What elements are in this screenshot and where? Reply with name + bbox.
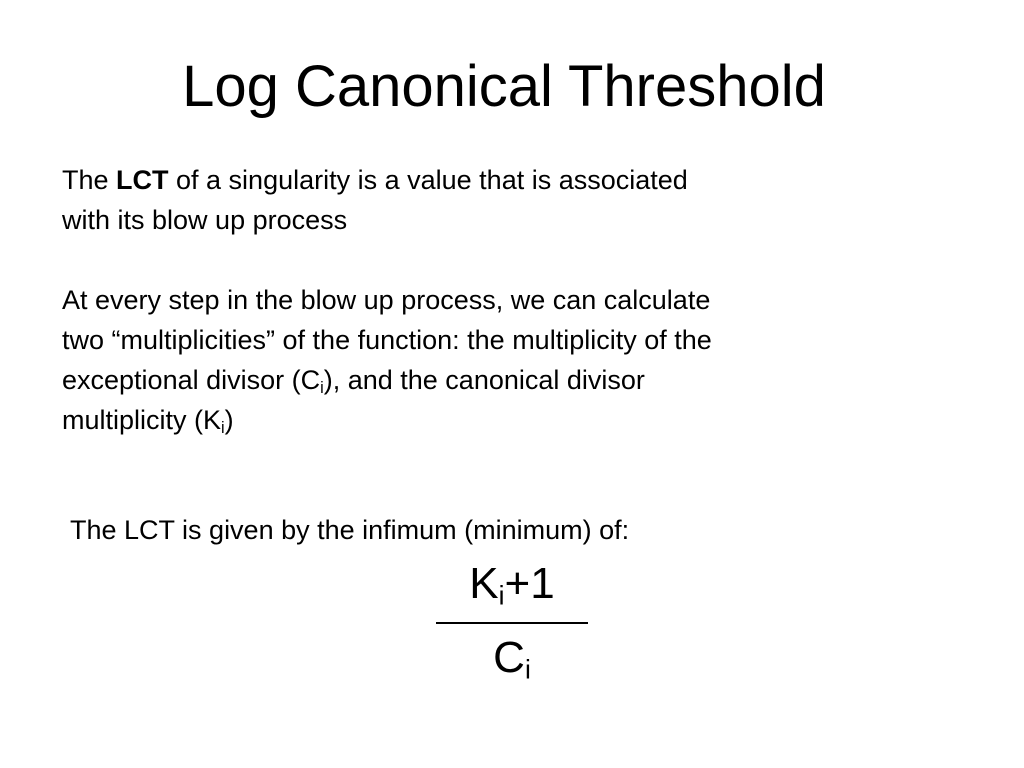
numerator-rest: +1 bbox=[504, 559, 555, 608]
paragraph2-line4-subscript: i bbox=[221, 419, 225, 438]
lct-bold-term: LCT bbox=[116, 165, 169, 195]
numerator-base: K bbox=[469, 559, 499, 608]
fraction-numerator bbox=[436, 556, 588, 612]
paragraph2-line3b: ), and the canonical divisor bbox=[323, 365, 645, 395]
lct-formula-fraction bbox=[436, 556, 588, 686]
paragraph2-line4b: ) bbox=[224, 405, 234, 435]
multiplicities-paragraph bbox=[62, 280, 862, 440]
paragraph2-line1: At every step in the blow up process, we can calculate bbox=[62, 285, 711, 315]
infimum-paragraph: The LCT is given by the infimum (minimum) of: bbox=[70, 515, 630, 545]
paragraph2-line3a: exceptional divisor (C bbox=[62, 365, 321, 395]
paragraph1-before: The bbox=[62, 165, 117, 195]
paragraph2-line2: two “multiplicities” of the function: the multiplicity of the bbox=[62, 325, 712, 355]
paragraph1-after: of a singularity is a value that is associated bbox=[168, 165, 688, 195]
fraction-bar bbox=[436, 622, 588, 624]
lct-definition-paragraph bbox=[62, 160, 862, 240]
denominator-base: C bbox=[493, 633, 525, 682]
paragraph1-line2: with its blow up process bbox=[62, 205, 348, 235]
fraction-denominator bbox=[436, 630, 588, 686]
slide-title: Log Canonical Threshold bbox=[182, 54, 826, 119]
denominator-subscript: i bbox=[524, 654, 531, 685]
numerator-subscript: i bbox=[498, 580, 505, 611]
paragraph2-line3-subscript: i bbox=[320, 379, 324, 398]
paragraph2-line4a: multiplicity (K bbox=[62, 405, 222, 435]
